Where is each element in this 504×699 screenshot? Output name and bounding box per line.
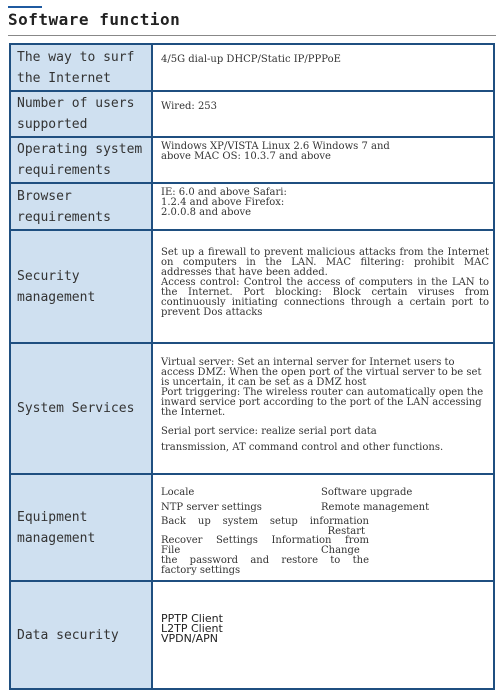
- row-value: IE: 6.0 and above Safari: 1.2.4 and above Firefox: 2.0.0.8 and above: [161, 187, 287, 218]
- table-row: [11, 184, 493, 229]
- row-label: Operating system requirements: [11, 138, 151, 182]
- table-row: [11, 45, 493, 90]
- software-function-table: [9, 43, 495, 690]
- table-row: [11, 92, 493, 136]
- row-value: PPTP Client L2TP Client VPDN/APN: [161, 612, 223, 645]
- row-value: Set up a firewall to prevent malicious attacks from the Internet on computers in the LAN. MAC filtering: prohibit MAC addresses that have been added. Access control: Control the access of computers in the LAN to the Internet. Port blocking: Block certain viruses from continuously initiating connections through a certain port to prevent Dos attacks: [161, 247, 489, 318]
- row-value: 4/5G dial-up DHCP/Static IP/PPPoE: [161, 54, 341, 65]
- table-row: [11, 475, 493, 580]
- table-row: [11, 582, 493, 688]
- row-value: Wired: 253: [161, 101, 218, 112]
- title-accent-line: [8, 6, 42, 8]
- table-row: [11, 344, 493, 473]
- row-value: Windows XP/VISTA Linux 2.6 Windows 7 and above MAC OS: 10.3.7 and above: [161, 141, 390, 162]
- title-divider: [8, 35, 496, 36]
- row-label: Browser requirements: [11, 184, 151, 229]
- table-row: [11, 138, 493, 182]
- row-label: Data security: [11, 582, 151, 688]
- row-label: Number of users supported: [11, 92, 151, 136]
- page-title: Software function: [8, 10, 181, 29]
- row-label: Security management: [11, 231, 151, 342]
- row-label: The way to surf the Internet: [11, 45, 151, 90]
- row-label: System Services: [11, 344, 151, 473]
- row-label: Equipment management: [11, 475, 151, 580]
- row-value: Virtual server: Set an internal server for Internet users to access DMZ: When the open port of the virtual server to be set is uncertain, it can be set as a DMZ host Port triggering: The wireless router can automatically open the inward service port according to the port of the LAN accessing the Internet. Serial port service: realize serial port data transmission, AT command control and other functions.: [161, 357, 484, 453]
- table-row: [11, 231, 493, 342]
- row-value: Locale Software upgrade NTP server settings Remote management Back up system setup information Restart Recover Settings Information from File Change the password and restore to the factory settings: [161, 487, 430, 576]
